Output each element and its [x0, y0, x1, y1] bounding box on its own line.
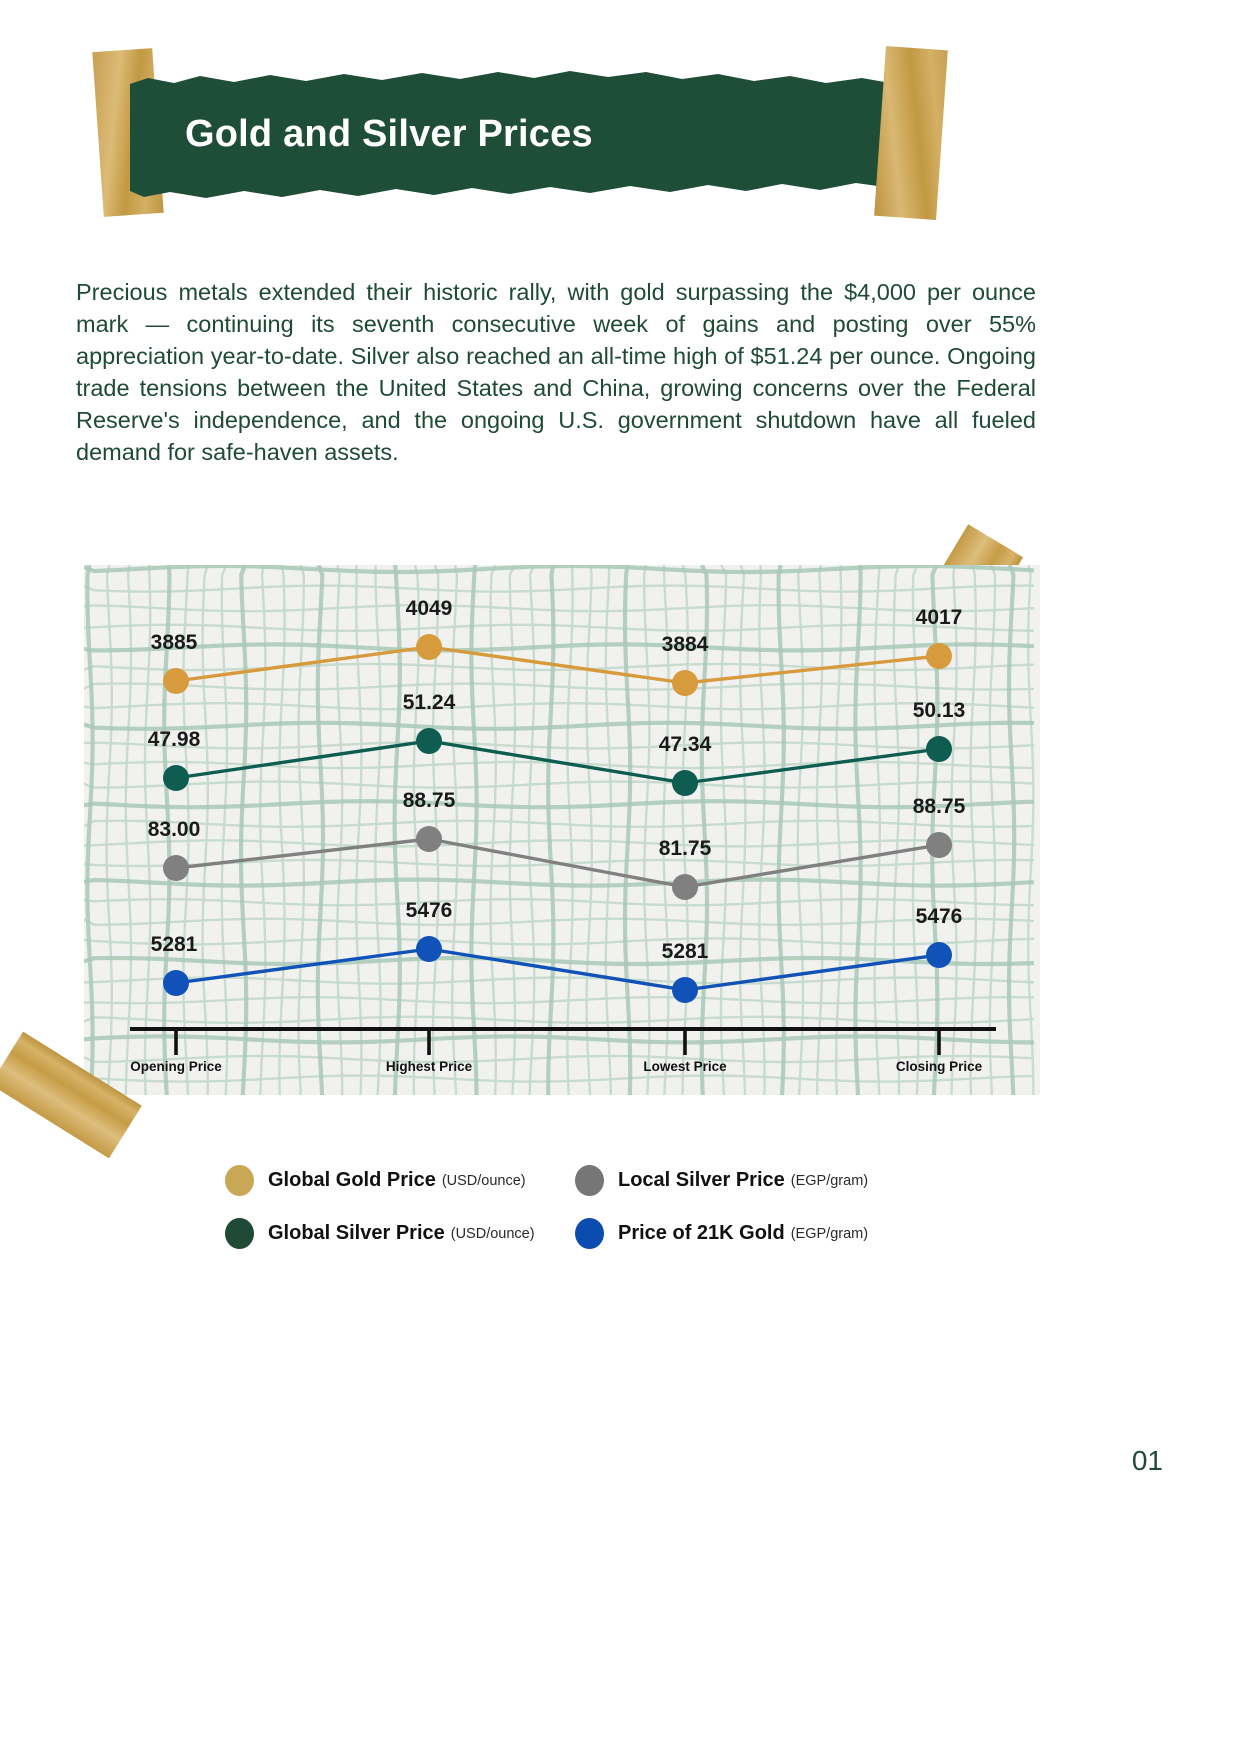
legend-item-global-gold-price[interactable] [225, 1165, 575, 1196]
data-point-label: 5281 [150, 933, 198, 956]
legend-label: Global Silver Price [268, 1222, 445, 1244]
intro-paragraph: Precious metals extended their historic rally, with gold surpassing the $4,000 per ounce mark — continuing its seventh consecutive week of gains and posting over 55% appreciation year-to-date. Silver also reached an all-time high of $51.24 per ounce. Ongoing trade tensions between the United States and China, growing concerns over the Federal Reserve's independence, and the ongoing U.S. government shutdown have all fueled demand for safe-haven assets. [76, 278, 1036, 465]
legend-label: Global Gold Price [268, 1169, 436, 1191]
legend-dot-icon [225, 1218, 254, 1249]
page-header [0, 0, 1241, 250]
data-point-label: 3884 [661, 633, 709, 656]
data-point-label: 5476 [915, 905, 963, 928]
data-point-label: 88.75 [912, 795, 966, 818]
legend-item-global-silver-price[interactable] [225, 1218, 575, 1249]
data-point-label: 47.98 [147, 728, 201, 751]
tape-strip-header-right [874, 46, 948, 220]
data-point-label: 81.75 [658, 837, 712, 860]
data-point-label: 47.34 [658, 733, 712, 756]
data-point-label: 4017 [915, 606, 963, 629]
x-axis-category-label: Highest Price [385, 1059, 473, 1074]
legend-label: Price of 21K Gold [618, 1222, 785, 1244]
chart-x-axis [84, 565, 1040, 1095]
legend-item-price-of-21k-gold[interactable] [575, 1218, 925, 1249]
legend-unit: (USD/ounce) [450, 1225, 535, 1242]
legend-dot-icon [225, 1165, 254, 1196]
legend-row [225, 1165, 925, 1196]
legend-unit: (USD/ounce) [441, 1172, 526, 1189]
data-point-label: 5281 [661, 940, 709, 963]
x-axis-category-label: Opening Price [130, 1059, 222, 1074]
legend-label: Local Silver Price [618, 1169, 785, 1191]
legend-unit: (EGP/gram) [790, 1172, 869, 1189]
page-number: 01 [1131, 1445, 1163, 1476]
chart-legend [225, 1165, 925, 1271]
legend-dot-icon [575, 1165, 604, 1196]
x-axis-category-label: Closing Price [895, 1059, 983, 1074]
legend-dot-icon [575, 1218, 604, 1249]
data-point-label: 83.00 [147, 818, 201, 841]
chart-panel [84, 565, 1040, 1095]
legend-item-local-silver-price[interactable] [575, 1165, 925, 1196]
data-point-label: 4049 [405, 597, 453, 620]
x-axis-category-label: Lowest Price [643, 1059, 727, 1074]
data-point-label: 51.24 [402, 691, 456, 714]
page-title: Gold and Silver Prices [185, 113, 593, 155]
data-point-label: 88.75 [402, 789, 456, 812]
data-point-label: 5476 [405, 899, 453, 922]
legend-row [225, 1218, 925, 1249]
data-point-label: 50.13 [912, 699, 966, 722]
data-point-label: 3885 [150, 631, 198, 654]
legend-unit: (EGP/gram) [790, 1225, 869, 1242]
